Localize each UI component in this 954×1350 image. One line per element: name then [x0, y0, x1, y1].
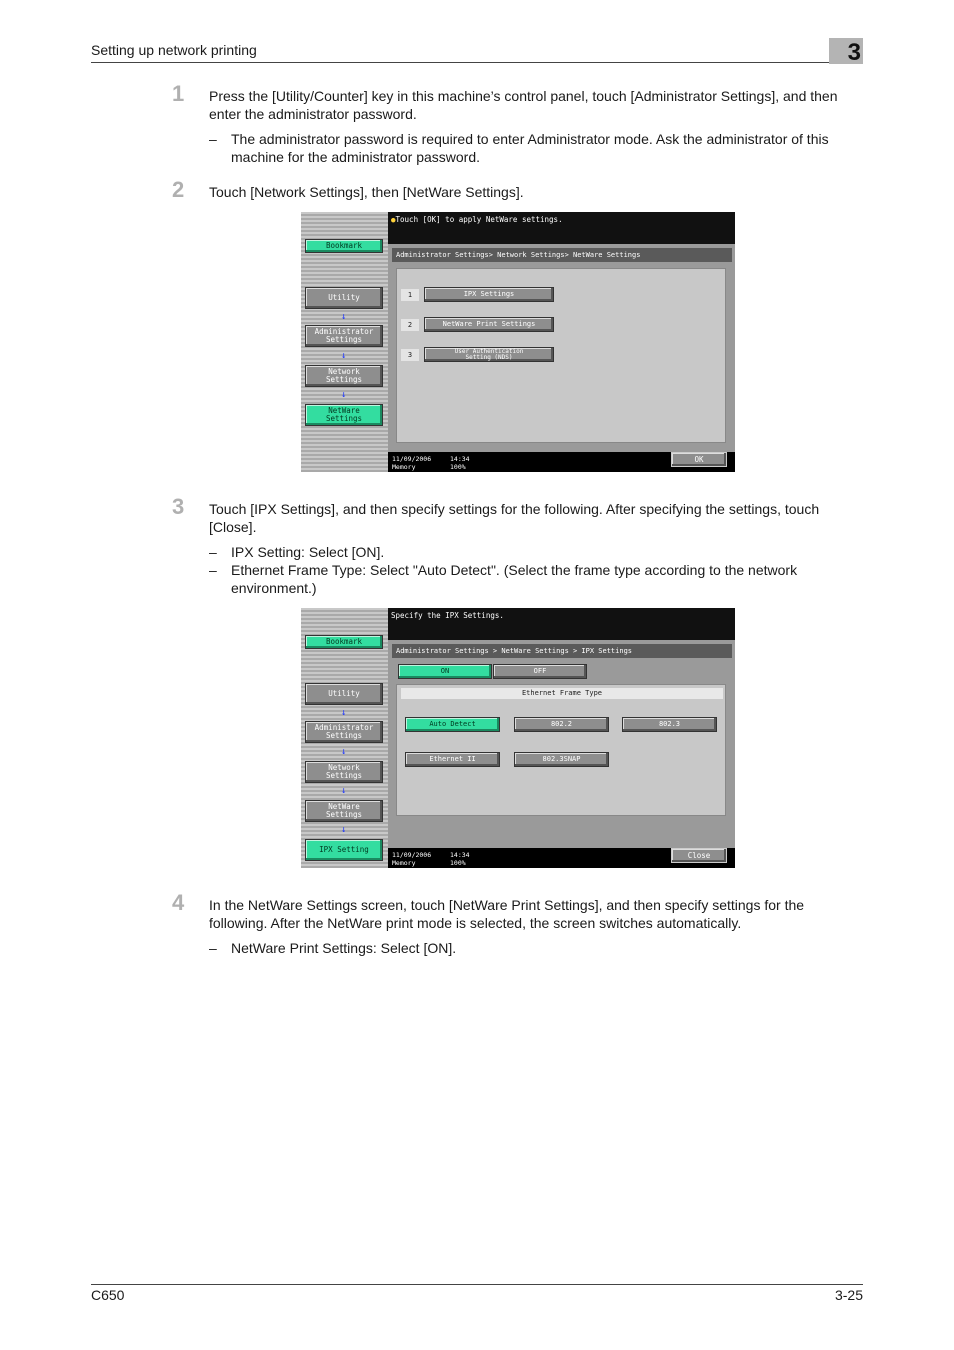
bullet-dash: –	[209, 131, 217, 147]
arrow-down-icon: ↓	[341, 351, 347, 361]
step-number-3: 3	[172, 494, 185, 519]
arrow-down-icon: ↓	[341, 747, 347, 757]
user-authentication-setting-button[interactable]	[424, 347, 554, 362]
ethernet-ii-button[interactable]: Ethernet II	[405, 752, 500, 767]
step-1-bullet-1	[209, 130, 863, 166]
message-text: Touch [OK] to apply NetWare settings.	[395, 215, 563, 224]
arrow-down-icon: ↓	[341, 708, 347, 718]
ipx-settings-screenshot	[301, 608, 735, 868]
step-2-text: Touch [Network Settings], then [NetWare Settings].	[209, 184, 524, 200]
ipx-on-button[interactable]: ON	[398, 664, 492, 679]
step-1-text: Press the [Utility/Counter] key in this machine’s control panel, touch [Administrator Settings], and then enter the administrator password.	[209, 88, 838, 122]
button-line: Settings	[325, 731, 363, 740]
screen-sidebar	[301, 608, 388, 868]
step-number-2: 2	[172, 177, 185, 202]
administrator-settings-button[interactable]	[305, 325, 383, 347]
frame-type-title: Ethernet Frame Type	[401, 688, 723, 699]
settings-panel	[396, 268, 726, 443]
status-memory-label: Memory	[392, 859, 416, 867]
step-4-text: In the NetWare Settings screen, touch [NetWare Print Settings], and then specify settings for the following. After the NetWare print mode is selected, the screen switches automatically.	[209, 897, 805, 931]
bullet-dash: –	[209, 544, 217, 560]
button-line: Administrator	[314, 723, 374, 732]
utility-button[interactable]: Utility	[305, 683, 383, 705]
screen-main	[388, 244, 735, 452]
step-4-bullet-1	[209, 939, 863, 957]
status-memory-label: Memory	[392, 463, 416, 471]
footer-rule	[91, 1284, 863, 1285]
button-line: Settings	[325, 810, 363, 819]
screen-message: Specify the IPX Settings.	[391, 611, 504, 620]
footer-page-number: 3-25	[834, 1287, 863, 1303]
button-line: Setting (NDS)	[465, 354, 513, 361]
lightbulb-icon: ●	[391, 215, 396, 224]
arrow-down-icon: ↓	[341, 312, 347, 322]
footer-model: C650	[91, 1287, 125, 1303]
arrow-down-icon: ↓	[341, 786, 347, 796]
button-line: Settings	[325, 414, 363, 423]
close-button[interactable]: Close	[671, 848, 727, 863]
utility-button[interactable]: Utility	[305, 287, 383, 309]
netware-settings-button[interactable]	[305, 800, 383, 822]
network-settings-button[interactable]	[305, 761, 383, 783]
breadcrumb: Administrator Settings > NetWare Settings > IPX Settings	[392, 644, 732, 658]
button-line: Network	[328, 763, 360, 772]
frame-802-2-button[interactable]: 802.2	[514, 717, 609, 732]
frame-802-3-snap-button[interactable]: 802.3SNAP	[514, 752, 609, 767]
ipx-settings-button[interactable]: IPX Settings	[424, 287, 554, 302]
step-3-bullet-2	[209, 561, 863, 597]
bullet-text: The administrator password is required to enter Administrator mode. Ask the administrator of this machine for the administrator password.	[231, 131, 829, 165]
status-date: 11/09/2006	[392, 455, 432, 463]
step-number-4: 4	[172, 890, 185, 915]
auto-detect-button[interactable]: Auto Detect	[405, 717, 500, 732]
button-line: Administrator	[314, 327, 374, 336]
status-date: 11/09/2006	[392, 851, 432, 859]
item-number: 3	[401, 349, 419, 361]
administrator-settings-button[interactable]	[305, 721, 383, 743]
item-number: 2	[401, 319, 419, 331]
netware-settings-button[interactable]	[305, 404, 383, 426]
item-number: 1	[401, 289, 419, 301]
screen-main	[388, 640, 735, 848]
status-memory-value: 100%	[450, 859, 466, 867]
bullet-dash: –	[209, 562, 217, 578]
ipx-setting-button[interactable]: IPX Setting	[305, 839, 383, 861]
frame-802-3-button[interactable]: 802.3	[622, 717, 717, 732]
button-line: NetWare	[328, 406, 360, 415]
step-3-text: Touch [IPX Settings], and then specify settings for the following. After specifying the settings, touch [Close].	[209, 501, 820, 535]
bookmark-button[interactable]: Bookmark	[305, 239, 383, 253]
button-line: Network	[328, 367, 360, 376]
chapter-number: 3	[829, 38, 863, 64]
running-header: Setting up network printing	[91, 42, 257, 58]
status-time: 14:34	[450, 455, 470, 463]
screen-sidebar	[301, 212, 388, 472]
bullet-text: NetWare Print Settings: Select [ON].	[231, 940, 457, 956]
header-rule	[91, 62, 863, 63]
bullet-dash: –	[209, 940, 217, 956]
bullet-text: Ethernet Frame Type: Select "Auto Detect". (Select the frame type according to the network environment.)	[231, 562, 798, 596]
button-line: NetWare	[328, 802, 360, 811]
button-line: Settings	[325, 771, 363, 780]
frame-type-panel	[396, 684, 726, 816]
arrow-down-icon: ↓	[341, 825, 347, 835]
netware-print-settings-button[interactable]: NetWare Print Settings	[424, 317, 554, 332]
button-line: User Authentication	[454, 348, 524, 355]
ok-button[interactable]: OK	[671, 452, 727, 467]
arrow-down-icon: ↓	[341, 390, 347, 400]
ipx-off-button[interactable]: OFF	[493, 664, 587, 679]
breadcrumb: Administrator Settings> Network Settings> NetWare Settings	[392, 248, 732, 262]
status-memory-value: 100%	[450, 463, 466, 471]
netware-settings-screenshot	[301, 212, 735, 472]
network-settings-button[interactable]	[305, 365, 383, 387]
bookmark-button[interactable]: Bookmark	[305, 635, 383, 649]
button-line: Settings	[325, 335, 363, 344]
bullet-text: IPX Setting: Select [ON].	[231, 544, 385, 560]
screen-message	[391, 215, 563, 224]
button-line: Settings	[325, 375, 363, 384]
step-number-1: 1	[172, 81, 185, 106]
status-time: 14:34	[450, 851, 470, 859]
step-3-bullet-1	[209, 543, 863, 561]
